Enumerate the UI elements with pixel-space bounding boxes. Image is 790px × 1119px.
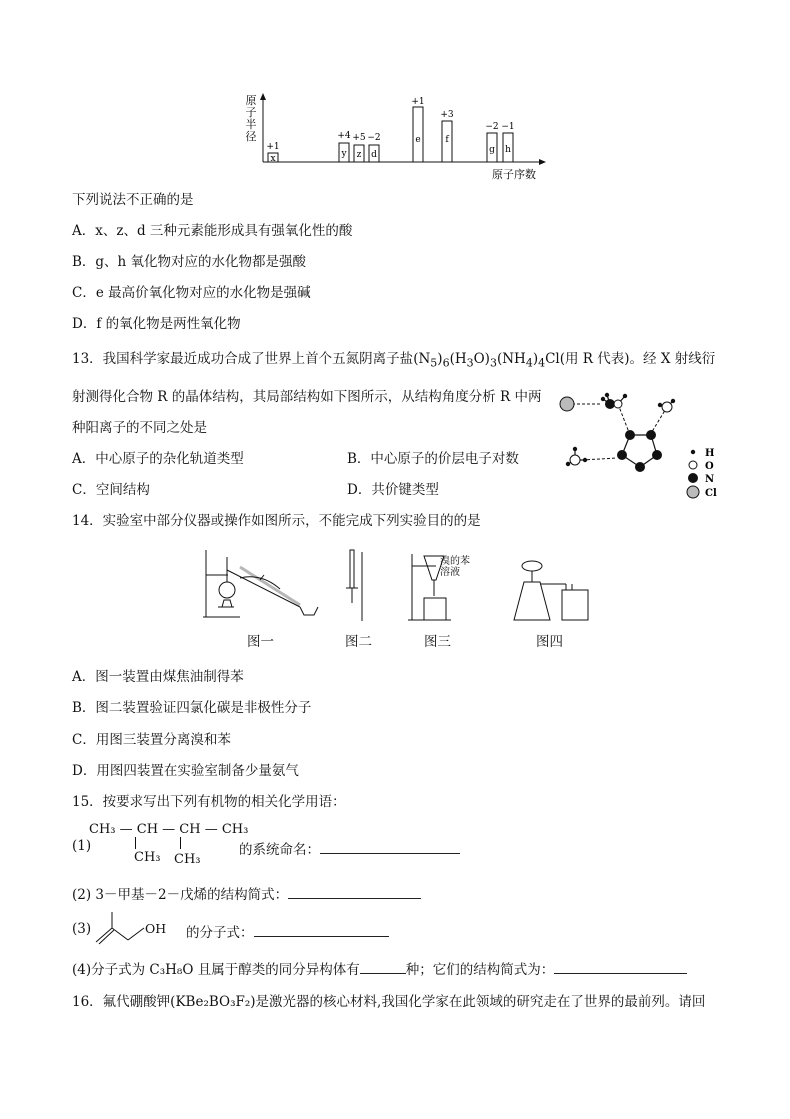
q13-line2: 射测得化合物 R 的晶体结构，其局部结构如下图所示，从结构角度分析 R 中两 <box>72 389 542 405</box>
bar-letter: h <box>505 145 511 155</box>
q13-line1-pre: 13．我国科学家最近成功合成了世界上首个五氮阴离子盐 <box>72 351 414 367</box>
ylabel-char: 子 <box>245 106 257 119</box>
q12-option-b: B．g、h 氧化物对应的水化物都是强酸 <box>72 254 307 270</box>
q15-p1-sub: CH₃ <box>134 850 161 865</box>
bond-line <box>180 837 181 849</box>
legend-label: H <box>705 448 715 459</box>
legend-label: N <box>705 474 715 485</box>
bar-valence: +1 <box>266 142 280 152</box>
fig2-caption: 图二 <box>345 634 372 650</box>
fig1-caption: 图一 <box>247 634 274 650</box>
x-axis-arrow <box>539 159 546 165</box>
q14-option-b: B．图二装置验证四氯化碳是非极性分子 <box>72 700 312 716</box>
q15-p3-skeletal <box>92 908 152 948</box>
bar-g <box>485 122 498 162</box>
y-axis-arrow <box>260 93 266 100</box>
figure-2-burette <box>340 548 370 623</box>
q14-stem: 14．实验室中部分仪器或操作如图所示，不能完成下列实验目的的是 <box>72 513 481 529</box>
o-atom <box>662 402 672 412</box>
fig3-note: 溴的苯 溶液 <box>440 556 470 578</box>
q15-p3-ask: 的分子式： <box>186 921 389 941</box>
x-axis-label: 原子序数 <box>492 168 536 181</box>
bar-valence: −2 <box>367 133 381 143</box>
bar-letter: e <box>415 135 421 145</box>
q14-option-d: D．用图四装置在实验室制备少量氨气 <box>72 763 299 779</box>
q16-text: 16．氟代硼酸钾(KBe₂BO₃F₂)是激光器的核心材料,我国化学家在此领域的研究走在了世界的最前列。请回 <box>72 994 706 1010</box>
q15-stem: 15．按要求写出下列有机物的相关化学用语： <box>72 794 346 810</box>
legend-label: Cl <box>705 488 717 499</box>
n-atom <box>646 430 656 440</box>
q15-p1-structure: CH₃ — CH — CH — CH₃ <box>89 822 249 837</box>
answer-blank[interactable] <box>360 961 406 974</box>
answer-blank[interactable] <box>288 886 421 899</box>
fig4-caption: 图四 <box>536 634 563 650</box>
q15-p1-sub: CH₃ <box>174 852 201 867</box>
legend <box>687 448 717 499</box>
q15-p1-num: (1) <box>72 838 92 854</box>
bar-letter: z <box>356 150 362 160</box>
ylabel-char: 半 <box>245 118 257 131</box>
y-axis-label <box>246 94 257 143</box>
q13-option-d: D．共价键类型 <box>347 482 439 498</box>
bar-f <box>440 110 454 162</box>
q13-option-c: C．空间结构 <box>72 482 150 498</box>
bar-y <box>337 131 351 162</box>
ylabel-char: 径 <box>245 130 257 143</box>
q15-p4: (4)分子式为 C₃H₈O 且属于醇类的同分异构体有 种；它们的结构简式为： <box>72 958 687 978</box>
o-atom <box>570 455 580 465</box>
bar-letter: d <box>371 150 377 160</box>
q13-line1 <box>72 347 715 370</box>
q12-option-a: A．x、z、d 三种元素能形成具有强氧化性的酸 <box>72 223 353 239</box>
ylabel-char: 原 <box>245 94 257 107</box>
fig3-caption: 图三 <box>424 634 451 650</box>
bar-valence: +5 <box>352 133 366 143</box>
q14-option-a: A．图一装置由煤焦油制得苯 <box>72 669 244 685</box>
answer-blank[interactable] <box>254 924 389 937</box>
figure-4-gas-apparatus <box>510 552 590 624</box>
figure-1-distillation <box>200 545 325 620</box>
q15-p3-oh: OH <box>145 921 167 936</box>
q14-option-c: C．用图三装置分离溴和苯 <box>72 732 231 748</box>
q13-line1-post: (用 R 代表)。经 X 射线衍 <box>559 351 716 367</box>
atomic-radius-chart <box>240 92 560 184</box>
bar-valence: +4 <box>337 131 351 141</box>
bar-d <box>367 133 380 162</box>
q13-option-b: B．中心原子的价层电子对数 <box>347 451 519 467</box>
n-atom <box>635 462 645 472</box>
q12-option-d: D．f 的氧化物是两性氧化物 <box>72 316 241 332</box>
bar-x <box>266 142 279 164</box>
q12-stem: 下列说法不正确的是 <box>72 192 194 208</box>
q15-p1-ask: 的系统命名： <box>239 838 460 858</box>
bar-letter: f <box>445 135 449 145</box>
n-atom <box>625 430 635 440</box>
crystal-structure-figure <box>555 385 725 500</box>
q13-option-a: A．中心原子的杂化轨道类型 <box>72 451 244 467</box>
q15-p3-num: (3) <box>72 921 92 937</box>
bond-line <box>135 837 136 849</box>
bar-e <box>411 97 424 162</box>
salt-formula: $(N_5)_6(H_3O)_3(NH_4)_4Cl$ <box>413 351 560 370</box>
answer-blank[interactable] <box>320 841 460 854</box>
bar-letter: g <box>489 145 495 155</box>
legend-label: O <box>705 461 714 472</box>
answer-blank[interactable] <box>554 961 687 974</box>
o-atom <box>614 400 622 408</box>
bar-valence: −2 <box>485 122 499 132</box>
bar-z <box>352 133 366 162</box>
q15-p2: (2) 3－甲基－2－戊烯的结构简式： <box>72 883 421 903</box>
n-atom <box>652 450 662 460</box>
q12-option-c: C．e 最高价氧化物对应的水化物是强碱 <box>72 285 311 301</box>
cl-atom <box>560 397 574 411</box>
bar-letter: x <box>270 154 276 164</box>
bar-letter: y <box>341 149 347 159</box>
bar-valence: +1 <box>411 97 425 107</box>
q13-line3: 种阳离子的不同之处是 <box>72 420 207 436</box>
n-atom <box>617 450 627 460</box>
bar-valence: +3 <box>440 110 454 120</box>
bar-valence: −1 <box>501 122 515 132</box>
bar-h <box>501 122 514 162</box>
